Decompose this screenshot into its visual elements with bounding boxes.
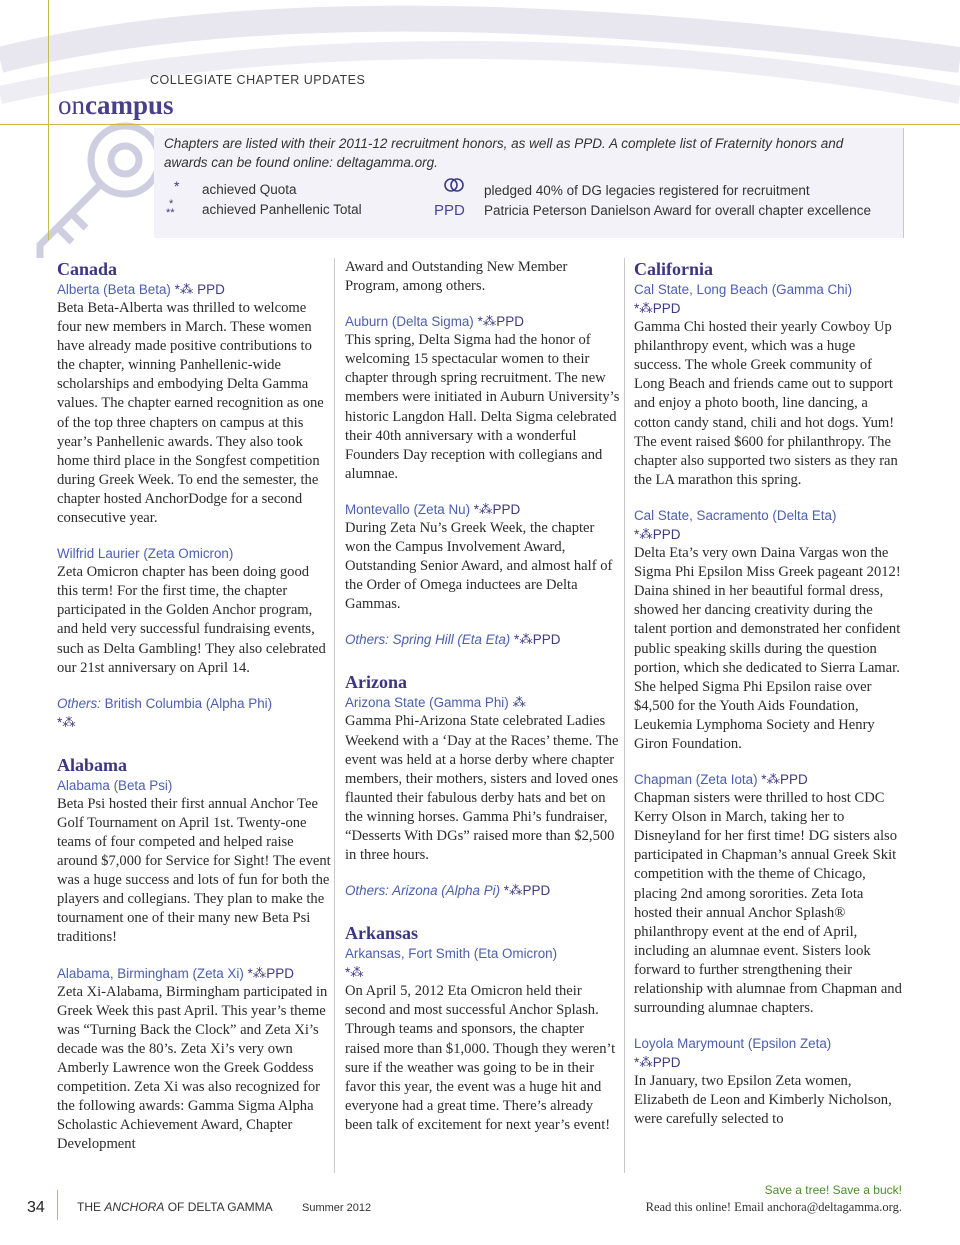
state-heading-california: California [634, 259, 713, 279]
honors-icons: *⁂PPD [634, 526, 681, 542]
save-tree-note: Save a tree! Save a buck! [764, 1183, 902, 1197]
chapter-name-sacramento: Cal State, Sacramento (Delta Eta) [634, 507, 837, 523]
honors-icons: ⁂ [512, 695, 526, 711]
others-alabama: Others: Spring Hill (Eta Eta) *⁂PPD [345, 632, 561, 648]
panhellenic-stars-icon: * ** [166, 198, 175, 219]
header-rule [0, 124, 960, 125]
footer-divider [57, 1190, 58, 1220]
legend-legacy: pledged 40% of DG legacies registered for recruitment [484, 183, 810, 198]
column-2 [345, 258, 622, 1135]
column-divider-2 [624, 258, 625, 1173]
state-heading-alabama: Alabama [57, 754, 128, 775]
chapter-name-arizona-state: Arizona State (Gamma Phi) ⁂ [345, 695, 526, 711]
legend-box-edge [903, 128, 904, 238]
chapter-name-long-beach: Cal State, Long Beach (Gamma Chi) [634, 282, 853, 297]
column-1 [57, 258, 332, 1154]
chapter-text-loyola: In January, two Epsilon Zeta women, Elizabeth de Leon and Kimberly Nicholson, were carefully selected to [634, 1073, 892, 1128]
honors-icons: *⁂PPD [477, 314, 525, 330]
chapter-text-montevallo: During Zeta Nu’s Greek Week, the chapter won the Campus Involvement Award, Outstanding Senior Award, and almost half of the Order of Omega inductees are Delta Gammas. [345, 519, 613, 613]
honors-icons: *⁂ [57, 714, 76, 730]
honors-icons: *⁂PPD [247, 965, 295, 981]
honors-icons: *⁂PPD [503, 883, 551, 899]
honors-icons: *⁂PPD [473, 501, 521, 517]
issue-label: Summer 2012 [302, 1202, 372, 1214]
honors-icons: *⁂ PPD [174, 282, 225, 297]
page-title: oncampus [58, 90, 174, 120]
chapter-name-loyola: Loyola Marymount (Epsilon Zeta) [634, 1036, 832, 1052]
honors-icons: *⁂PPD [513, 632, 561, 648]
page-number: 34 [27, 1199, 45, 1216]
column-3 [634, 258, 904, 1130]
legend-quota: achieved Quota [202, 182, 297, 197]
others-canada: Others: British Columbia (Alpha Phi) [57, 695, 273, 711]
intro-text: Chapters are listed with their 2011-12 recruitment honors, as well as PPD. A complete list of Fraternity honors and awards can be found online: deltagamma.org. [164, 136, 844, 170]
chapter-name-montevallo: Montevallo (Zeta Nu) *⁂PPD [345, 501, 521, 517]
chapter-text-alabama: Beta Psi hosted their first annual Anchor Tee Golf Tournament on April 1st. Twenty-one teams of four competed and helped raise around $7,000 for Service for Sight! The event was a huge success and lots of fun for both the players and collegians. They plan to make the tournament one of their many new Beta Psi traditions! [57, 795, 331, 946]
honors-icons: *⁂PPD [634, 1055, 681, 1071]
honors-icons: *⁂PPD [761, 772, 808, 788]
legend-box [154, 128, 904, 238]
legend-ppd: Patricia Peterson Danielson Award for overall chapter excellence [484, 203, 871, 218]
honors-icons: *⁂PPD [634, 301, 681, 316]
state-heading-canada: Canada [57, 259, 118, 279]
chapter-text-alberta: Beta Beta-Alberta was thrilled to welcome four new members in March. These women have already made positive contributions to the chapter, winning Panhellenic-wide scholarships and embodying Delta Gamma values. The chapter earned recognition as one of the top three chapters on campus at this year’s Panhellenic awards. They also took home third place in the Songfest competition during Greek Week. To end the semester, the chapter hosted AnchorDodge for a second consecutive year. [57, 300, 324, 527]
chapter-name-auburn: Auburn (Delta Sigma) *⁂PPD [345, 314, 525, 330]
magazine-title: THE ANCHORA OF DELTA GAMMA [77, 1200, 273, 1214]
chapter-text-wilfrid: Zeta Omicron chapter has been doing good this term! For the first time, the chapter participated in the Golden Anchor program, and held very successful fundraising events, such as Delta Gambling! They also celebrated our 21st anniversary on April 14. [57, 564, 326, 676]
quota-star-icon: * [174, 178, 180, 194]
chapter-name-alberta: Alberta (Beta Beta) *⁂ PPD [57, 282, 225, 297]
legend-panhellenic: achieved Panhellenic Total [202, 202, 362, 217]
chapter-name-birmingham: Alabama, Birmingham (Zeta Xi) *⁂PPD [57, 965, 295, 981]
chapter-text-arizona-state: Gamma Phi-Arizona State celebrated Ladies Weekend with a ‘Day at the Races’ theme. The event was held at a horse derby where chapter members, their mothers, sisters and loved ones flaunted their fabulous derby hats and bet on the winning horses. Gamma Phi’s fundraiser, “Desserts With DGs” raised more than $2,500 in three hours. [345, 713, 619, 864]
chapter-name-chapman: Chapman (Zeta Iota) *⁂PPD [634, 772, 808, 788]
legacy-icon [442, 176, 466, 196]
chapter-text-sacramento: Delta Eta’s very own Daina Vargas won the Sigma Phi Epsilon Miss Greek pageant 2012! Daina shined in her beautiful formal dress, showed her dancing creativity during the talent portion and demonstrated her confident public speaking skills during the question portion, which she dedicated to Sierra Lamar. She helped Sigma Phi Epsilon raise over $4,500 for the Youth Aids Foundation, Leukemia Lymphoma Society and Henry Giron Foundation. [634, 545, 901, 752]
column-divider-1 [334, 258, 335, 1173]
chapter-name-alabama: Alabama (Beta Psi) [57, 777, 173, 793]
state-heading-arizona: Arizona [345, 672, 407, 693]
continued-text: Award and Outstanding New Member Program, among others. [345, 259, 568, 295]
chapter-text-long-beach: Gamma Chi hosted their yearly Cowboy Up philanthropy event, which was a huge success. The whole Greek community of Long Beach and friends came out to support and enjoy a photo booth, line dancing, a cotton candy stand, chili and hot dogs. Yum! The event raised $600 for philanthropy. The chapter also supported two sisters as they ran the LA marathon this spring. [634, 319, 898, 488]
ppd-label: PPD [434, 202, 465, 219]
chapter-text-auburn: This spring, Delta Sigma had the honor of welcoming 15 spectacular women to their chapter through spring recruitment. The new members were initiated in Auburn University’s historic Langdon Hall. Delta Sigma celebrated their 40th anniversary with a wonderful Founders Day reception with collegians and alumnae. [345, 332, 620, 482]
read-online-link[interactable]: Read this online! Email anchora@deltagamma.org. [645, 1200, 902, 1214]
honors-icons: *⁂ [345, 965, 364, 981]
header-vertical-rule [48, 0, 49, 240]
chapter-text-birmingham: Zeta Xi-Alabama, Birmingham participated in Greek Week this past April. This year’s theme was “Turning Back the Clock” and Zeta Xi’s decade was the 80’s. Zeta Xi’s very own Amberly Lawrence won the Greek Goddess competition. Zeta Xi was also recognized for the following awards: Gamma Sigma Alpha Scholastic Achievement Award, Chapter Development [57, 983, 328, 1153]
chapter-name-arkansas: Arkansas, Fort Smith (Eta Omicron) [345, 946, 558, 962]
key-icon [40, 126, 159, 258]
state-heading-arkansas: Arkansas [345, 923, 419, 944]
others-arizona: Others: Arizona (Alpha Pi) *⁂PPD [345, 883, 551, 899]
section-label: COLLEGIATE CHAPTER UPDATES [150, 73, 366, 87]
chapter-text-chapman: Chapman sisters were thrilled to host CDC Kerry Olson in March, taking her to Disneyland for her first time! DG sisters also participated in Chapman’s annual Greek Skit competition with the theme of Chicago, placing 2nd among sororities. Zeta Iota hosted their annual Anchor Splash® philanthropy event at the end of April, including an alumnae event. Sisters look forward to further strengthening their relationship with alumnae from Chapman and surrounding alumnae chapters. [634, 790, 902, 1017]
chapter-name-wilfrid: Wilfrid Laurier (Zeta Omicron) [57, 546, 234, 562]
chapter-text-arkansas: On April 5, 2012 Eta Omicron held their second and most successful Anchor Splash. Through teams and sponsors, the chapter raised more than $1,000. Though they weren’t sure if the weather was going to be in their favor this year, the event was a huge hit and everyone had a great time. There’s already been talk of excitement for next year’s event! [345, 983, 616, 1133]
